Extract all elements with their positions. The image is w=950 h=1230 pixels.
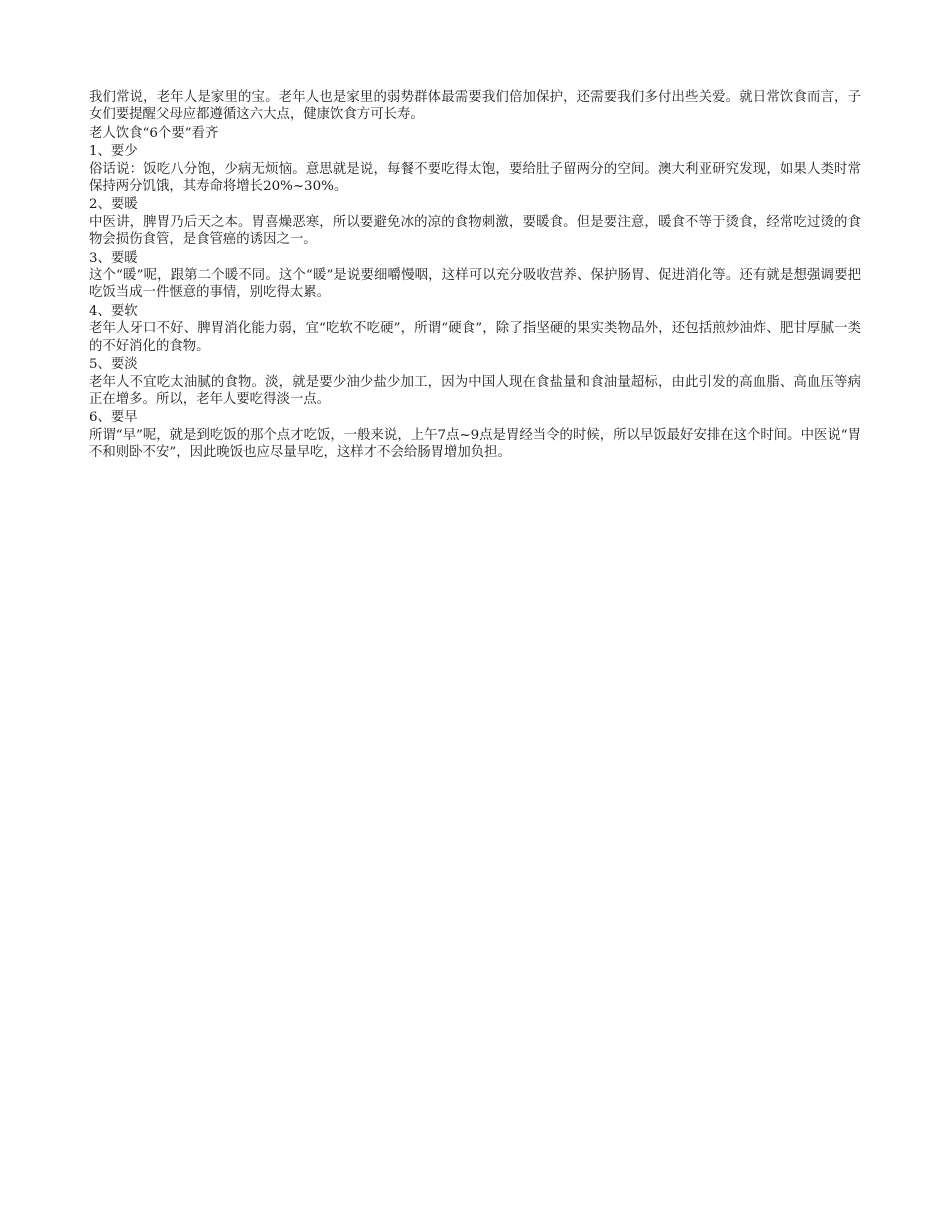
section-heading-3: 3、要暖 — [89, 250, 138, 266]
intro-paragraph: 我们常说，老年人是家里的宝。老年人也是家里的弱势群体最需要我们倍加保护，还需要我们多付出些关爱。就日常饮食而言，子女们要提醒父母应都遵循这六大点，健康饮食方可长寿。 — [89, 90, 861, 123]
section-body-3: 这个“暖”呢，跟第二个暖不同。这个“暖”是说要细嚼慢咽，这样可以充分吸收营养、保护肠胃、促进消化等。还有就是想强调要把吃饭当成一件惬意的事情，别吃得太累。 — [89, 268, 861, 301]
section-heading-1: 1、要少 — [89, 144, 138, 160]
section-body-4: 老年人牙口不好、脾胃消化能力弱，宜“吃软不吃硬”，所谓“硬食”，除了指坚硬的果实类物品外，还包括煎炒油炸、肥甘厚腻一类的不好消化的食物。 — [89, 321, 861, 354]
document-page — [89, 89, 861, 462]
section-body-5: 老年人不宜吃太油腻的食物。淡，就是要少油少盐少加工，因为中国人现在食盐量和食油量超标，由此引发的高血脂、高血压等病正在增多。所以，老年人要吃得淡一点。 — [89, 374, 861, 407]
article-title: 老人饮食“6个要”看齐 — [89, 125, 219, 141]
section-body-2: 中医讲，脾胃乃后天之本。胃喜燥恶寒，所以要避免冰的凉的食物刺激，要暖食。但是要注意，暖食不等于烫食，经常吃过烫的食物会损伤食管，是食管癌的诱因之一。 — [89, 214, 861, 248]
section-heading-6: 6、要早 — [89, 410, 138, 426]
section-body-6: 所谓“早”呢，就是到吃饭的那个点才吃饭，一般来说，上午7点~9点是胃经当令的时候，所以早饭最好安排在这个时间。中医说“胃不和则卧不安”，因此晚饭也应尽量早吃，这样才不会给肠胃增加负担。 — [89, 427, 861, 461]
section-heading-4: 4、要软 — [89, 303, 138, 319]
section-body-1: 俗话说：饭吃八分饱，少病无烦恼。意思就是说，每餐不要吃得太饱，要给肚子留两分的空间。澳大利亚研究发现，如果人类时常保持两分饥饿，其寿命将增长20%~30%。 — [89, 161, 861, 195]
section-heading-5: 5、要淡 — [89, 357, 138, 373]
section-heading-2: 2、要暖 — [89, 197, 138, 213]
